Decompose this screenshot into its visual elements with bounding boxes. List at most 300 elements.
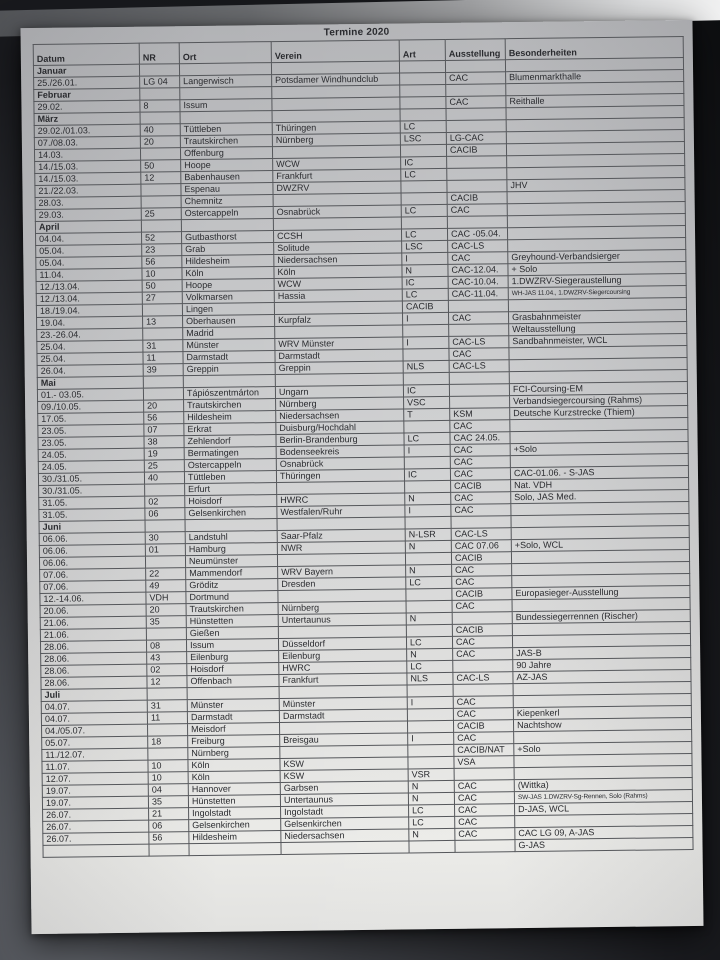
cell-ort: Köln bbox=[188, 759, 280, 772]
cell-nr: 10 bbox=[148, 760, 188, 772]
cell-ort: Madrid bbox=[183, 327, 275, 340]
cell-ort: Erkrat bbox=[184, 423, 276, 436]
cell-ausstellung bbox=[452, 612, 512, 625]
cell-ort: Issum bbox=[186, 639, 278, 652]
cell-verein: Garbsen bbox=[280, 781, 408, 795]
cell-verein: Köln bbox=[274, 265, 402, 279]
cell-ausstellung: CAC bbox=[454, 732, 514, 745]
cell-art: N bbox=[406, 612, 452, 625]
cell-ausstellung: CACIB bbox=[453, 720, 513, 733]
cell-nr bbox=[145, 484, 185, 496]
column-header-verein: Verein bbox=[271, 40, 399, 63]
cell-verein: Solitude bbox=[274, 241, 402, 255]
cell-art bbox=[408, 744, 454, 757]
cell-verein: Bodenseekreis bbox=[276, 445, 404, 459]
cell-ort: Darmstadt bbox=[183, 351, 275, 364]
cell-nr: 19 bbox=[144, 448, 184, 460]
cell-art: N-LSR bbox=[405, 528, 451, 541]
cell-besonderheiten: AZ-JAS bbox=[513, 669, 691, 683]
cell-nr: 13 bbox=[143, 316, 183, 328]
cell-nr bbox=[143, 388, 183, 400]
cell-datum: 28.06. bbox=[40, 640, 146, 653]
cell-ausstellung: CAC bbox=[446, 96, 506, 109]
cell-verein: Berlin-Brandenburg bbox=[276, 433, 404, 447]
cell-datum bbox=[43, 844, 149, 857]
cell-ort: Gelsenkirchen bbox=[185, 507, 277, 520]
cell-empty bbox=[139, 64, 179, 76]
cell-ausstellung: CACIB bbox=[447, 192, 507, 205]
cell-nr bbox=[145, 556, 185, 568]
cell-ort: Neumünster bbox=[185, 555, 277, 568]
cell-datum: 31.05. bbox=[39, 508, 145, 521]
cell-ort: Tápiószentmárton bbox=[183, 387, 275, 400]
cell-ort: Offenburg bbox=[180, 147, 272, 160]
cell-ausstellung: CAC bbox=[453, 708, 513, 721]
cell-ort: Ostercappeln bbox=[181, 207, 273, 220]
cell-ausstellung: CAC-LS bbox=[449, 360, 509, 373]
cell-ort: Bermatingen bbox=[184, 447, 276, 460]
cell-ort: Offenbach bbox=[187, 675, 279, 688]
document-sheet bbox=[20, 20, 702, 858]
cell-nr: 49 bbox=[146, 580, 186, 592]
cell-ort: Ostercappeln bbox=[184, 459, 276, 472]
cell-art: NLS bbox=[407, 672, 453, 685]
cell-empty bbox=[141, 220, 181, 232]
cell-besonderheiten: JHV bbox=[507, 178, 685, 192]
cell-datum: 23.-26.04. bbox=[37, 328, 143, 341]
cell-art: LC bbox=[401, 168, 447, 181]
cell-nr: 25 bbox=[141, 208, 181, 220]
cell-nr: 27 bbox=[142, 292, 182, 304]
cell-ort: Espenau bbox=[181, 183, 273, 196]
cell-nr: 20 bbox=[146, 604, 186, 616]
cell-art bbox=[400, 72, 446, 85]
cell-datum: 19.07. bbox=[42, 784, 148, 797]
cell-ort: Babenhausen bbox=[181, 171, 273, 184]
cell-ausstellung: CACIB bbox=[452, 588, 512, 601]
cell-ort: Hoope bbox=[182, 279, 274, 292]
cell-art: LC bbox=[404, 432, 450, 445]
cell-ort: Hildesheim bbox=[189, 831, 281, 844]
cell-verein: Osnabrück bbox=[273, 205, 401, 219]
cell-datum: 14./15.03. bbox=[35, 160, 141, 173]
cell-art: LC bbox=[401, 204, 447, 217]
cell-ausstellung: LG-CAC bbox=[446, 132, 506, 145]
cell-nr: 02 bbox=[145, 496, 185, 508]
termine-table bbox=[33, 36, 694, 858]
cell-datum: 21.06. bbox=[40, 628, 146, 641]
cell-art bbox=[401, 180, 447, 193]
cell-ort: Tüttleben bbox=[180, 123, 272, 136]
column-header-nr: NR bbox=[139, 43, 179, 64]
cell-ort: Hildesheim bbox=[182, 255, 274, 268]
cell-art: I bbox=[402, 252, 448, 265]
cell-nr: 56 bbox=[149, 832, 189, 844]
cell-datum: 25.04. bbox=[37, 352, 143, 365]
cell-ort: Zehlendorf bbox=[184, 435, 276, 448]
cell-datum: 12./13.04. bbox=[36, 280, 142, 293]
cell-datum: 29.02. bbox=[34, 100, 140, 113]
cell-verein: Nürnberg bbox=[278, 601, 406, 615]
cell-ausstellung: CAC 24.05. bbox=[450, 432, 510, 445]
cell-verein: WCW bbox=[273, 157, 401, 171]
cell-ort: Münster bbox=[183, 339, 275, 352]
cell-besonderheiten: D-JAS, WCL bbox=[515, 801, 693, 815]
cell-ort: Gröditz bbox=[186, 579, 278, 592]
cell-verein: Thüringen bbox=[272, 121, 400, 135]
cell-empty bbox=[449, 372, 509, 385]
table-body bbox=[33, 58, 693, 858]
cell-nr: 20 bbox=[144, 400, 184, 412]
cell-ort: Landstuhl bbox=[185, 531, 277, 544]
cell-nr bbox=[142, 304, 182, 316]
cell-nr: 06 bbox=[145, 508, 185, 520]
cell-verein: Niedersachsen bbox=[276, 409, 404, 423]
cell-art: LC bbox=[406, 576, 452, 589]
cell-empty bbox=[145, 520, 185, 532]
cell-nr: 56 bbox=[142, 256, 182, 268]
cell-besonderheiten: Blumenmarkthalle bbox=[506, 70, 684, 84]
cell-verein: Saar-Pfalz bbox=[277, 529, 405, 543]
cell-besonderheiten: Nat. VDH bbox=[511, 478, 689, 492]
cell-art bbox=[400, 144, 446, 157]
cell-art bbox=[409, 840, 455, 853]
month-label: Juni bbox=[39, 520, 145, 533]
cell-ort: Langerwisch bbox=[180, 75, 272, 88]
month-label: Februar bbox=[34, 88, 140, 101]
cell-ausstellung: CAC bbox=[446, 72, 506, 85]
cell-ausstellung bbox=[449, 384, 509, 397]
cell-nr: 10 bbox=[148, 772, 188, 784]
cell-verein: Breisgau bbox=[280, 733, 408, 747]
cell-datum: 25./26.01. bbox=[34, 76, 140, 89]
paper-sheet bbox=[20, 20, 703, 934]
cell-art bbox=[408, 756, 454, 769]
cell-ort: Nürnberg bbox=[188, 747, 280, 760]
cell-besonderheiten: Nachtshow bbox=[513, 717, 691, 731]
cell-nr bbox=[141, 184, 181, 196]
cell-ort: Lingen bbox=[182, 303, 274, 316]
cell-datum: 28.06. bbox=[41, 676, 147, 689]
cell-datum: 26.07. bbox=[43, 808, 149, 821]
cell-besonderheiten: Weltausstellung bbox=[509, 322, 687, 336]
cell-ausstellung: CAC bbox=[450, 456, 510, 469]
cell-datum: 18./19.04. bbox=[36, 304, 142, 317]
cell-nr bbox=[148, 748, 188, 760]
cell-ausstellung: CAC-LS bbox=[449, 336, 509, 349]
cell-datum: 05.07. bbox=[42, 736, 148, 749]
cell-art: LC bbox=[400, 120, 446, 133]
cell-ausstellung: CAC bbox=[452, 636, 512, 649]
cell-verein: Frankfurt bbox=[273, 169, 401, 183]
cell-datum: 04.07. bbox=[41, 700, 147, 713]
cell-ausstellung bbox=[446, 120, 506, 133]
cell-ausstellung: CAC bbox=[452, 564, 512, 577]
cell-datum: 05.04. bbox=[36, 244, 142, 257]
cell-empty bbox=[403, 372, 449, 385]
cell-nr: 10 bbox=[142, 268, 182, 280]
cell-empty bbox=[180, 111, 272, 124]
cell-ausstellung: CACIB/NAT bbox=[454, 744, 514, 757]
cell-verein: Niedersachsen bbox=[274, 253, 402, 267]
cell-art: I bbox=[405, 504, 451, 517]
cell-besonderheiten: Verbandsiegercoursing (Rahms) bbox=[510, 394, 688, 408]
cell-empty bbox=[180, 87, 272, 100]
cell-nr: 39 bbox=[143, 364, 183, 376]
cell-ausstellung: CAC bbox=[452, 576, 512, 589]
column-header-datum: Datum bbox=[33, 43, 139, 65]
cell-besonderheiten: Grasbahnmeister bbox=[508, 310, 686, 324]
cell-besonderheiten: +Solo, WCL bbox=[511, 538, 689, 552]
cell-art: IC bbox=[402, 276, 448, 289]
cell-ort: Münster bbox=[187, 699, 279, 712]
cell-ausstellung: CACIB bbox=[446, 144, 506, 157]
cell-ort: Tüttleben bbox=[184, 471, 276, 484]
cell-verein: Thüringen bbox=[276, 469, 404, 483]
cell-empty bbox=[447, 216, 507, 229]
cell-verein: Münster bbox=[279, 697, 407, 711]
cell-besonderheiten: CAC-01.06. - S-JAS bbox=[510, 466, 688, 480]
cell-ausstellung: CACIB bbox=[451, 480, 511, 493]
cell-nr: 30 bbox=[145, 532, 185, 544]
cell-nr: 25 bbox=[144, 460, 184, 472]
cell-besonderheiten: 1.DWZRV-Siegeraustellung bbox=[508, 274, 686, 288]
cell-empty bbox=[179, 63, 271, 76]
cell-ort: Trautskirchen bbox=[180, 135, 272, 148]
cell-art: N bbox=[408, 780, 454, 793]
cell-nr: 31 bbox=[143, 340, 183, 352]
cell-ausstellung: KSM bbox=[450, 408, 510, 421]
cell-art bbox=[404, 420, 450, 433]
cell-datum: 04.07. bbox=[41, 712, 147, 725]
cell-ort: Hünstetten bbox=[186, 615, 278, 628]
cell-ort: Gießen bbox=[186, 627, 278, 640]
cell-art bbox=[403, 324, 449, 337]
cell-datum: 28.06. bbox=[41, 652, 147, 665]
cell-verein: HWRC bbox=[277, 493, 405, 507]
cell-ausstellung bbox=[447, 180, 507, 193]
cell-art: LC bbox=[409, 816, 455, 829]
cell-ausstellung: CAC bbox=[455, 816, 515, 829]
cell-art bbox=[406, 600, 452, 613]
cell-datum: 11.04. bbox=[36, 268, 142, 281]
cell-nr bbox=[140, 148, 180, 160]
cell-nr: 43 bbox=[147, 652, 187, 664]
cell-art: LSC bbox=[402, 240, 448, 253]
cell-ausstellung: CAC bbox=[448, 252, 508, 265]
cell-art bbox=[400, 96, 446, 109]
cell-datum: 23.05. bbox=[38, 424, 144, 437]
cell-ort: Mammendorf bbox=[186, 567, 278, 580]
cell-nr bbox=[149, 844, 189, 856]
cell-verein: Duisburg/Hochdahl bbox=[276, 421, 404, 435]
cell-datum: 30./31.05. bbox=[39, 484, 145, 497]
cell-nr bbox=[148, 724, 188, 736]
cell-datum: 06.06. bbox=[39, 556, 145, 569]
cell-art: I bbox=[407, 696, 453, 709]
cell-besonderheiten: Reithalle bbox=[506, 94, 684, 108]
cell-empty bbox=[399, 60, 445, 73]
cell-ausstellung: CAC bbox=[450, 444, 510, 457]
cell-art: LC bbox=[406, 636, 452, 649]
cell-besonderheiten: + Solo bbox=[508, 262, 686, 276]
cell-ausstellung: CACIB bbox=[452, 624, 512, 637]
cell-ort: Volkmarsen bbox=[182, 291, 274, 304]
cell-empty bbox=[140, 88, 180, 100]
cell-ort: Chemnitz bbox=[181, 195, 273, 208]
cell-nr: 23 bbox=[142, 244, 182, 256]
column-header-art: Art bbox=[399, 39, 445, 61]
cell-empty bbox=[140, 112, 180, 124]
cell-datum: 21.06. bbox=[40, 616, 146, 629]
cell-besonderheiten: FCI-Coursing-EM bbox=[509, 382, 687, 396]
cell-datum: 20.06. bbox=[40, 604, 146, 617]
cell-verein: Osnabrück bbox=[276, 457, 404, 471]
cell-besonderheiten: 90 Jahre bbox=[513, 657, 691, 671]
cell-datum: 12./13.04. bbox=[36, 292, 142, 305]
cell-besonderheiten: Sandbahnmeister, WCL bbox=[509, 334, 687, 348]
cell-datum: 24.05. bbox=[38, 460, 144, 473]
cell-ausstellung bbox=[450, 396, 510, 409]
cell-datum: 26.04. bbox=[37, 364, 143, 377]
cell-ort: Oberhausen bbox=[183, 315, 275, 328]
cell-verein: WRV Bayern bbox=[278, 565, 406, 579]
cell-ort: Eilenburg bbox=[187, 651, 279, 664]
cell-ausstellung: CAC bbox=[451, 504, 511, 517]
cell-nr: 40 bbox=[144, 472, 184, 484]
month-label: Juli bbox=[41, 688, 147, 701]
cell-art: IC bbox=[401, 156, 447, 169]
cell-verein: Untertaunus bbox=[280, 793, 408, 807]
column-header-ort: Ort bbox=[179, 42, 271, 64]
cell-verein: CCSH bbox=[273, 229, 401, 243]
cell-besonderheiten: +Solo bbox=[510, 442, 688, 456]
cell-besonderheiten: +Solo bbox=[514, 741, 692, 755]
cell-ort: Hannover bbox=[188, 783, 280, 796]
cell-nr: 50 bbox=[141, 160, 181, 172]
cell-nr: 12 bbox=[147, 676, 187, 688]
month-label: Mai bbox=[37, 376, 143, 389]
page-title: Termine 2020 bbox=[323, 26, 390, 39]
cell-nr: 8 bbox=[140, 100, 180, 112]
cell-besonderheiten: WH-JAS 11.04., 1.DWZRV-Siegercoursing bbox=[508, 286, 686, 300]
month-label: März bbox=[34, 112, 140, 125]
cell-ort: Greppin bbox=[183, 363, 275, 376]
cell-datum: 17.05. bbox=[38, 412, 144, 425]
cell-besonderheiten: Deutsche Kurzstrecke (Thiem) bbox=[510, 406, 688, 420]
cell-datum: 14./15.03. bbox=[35, 172, 141, 185]
cell-art bbox=[404, 456, 450, 469]
cell-datum: 12.07. bbox=[42, 772, 148, 785]
cell-art bbox=[403, 348, 449, 361]
cell-ort: Erfurt bbox=[185, 483, 277, 496]
cell-verein: Westfalen/Ruhr bbox=[277, 505, 405, 519]
cell-ort: Köln bbox=[188, 771, 280, 784]
cell-datum: 24.05. bbox=[38, 448, 144, 461]
cell-ausstellung: CAC bbox=[450, 420, 510, 433]
cell-verein: KSW bbox=[280, 769, 408, 783]
cell-ort bbox=[189, 843, 281, 856]
cell-art: IC bbox=[404, 468, 450, 481]
cell-besonderheiten: Greyhound-Verbandsierger bbox=[508, 250, 686, 264]
cell-ort: Grab bbox=[182, 243, 274, 256]
cell-ausstellung: CAC bbox=[449, 348, 509, 361]
cell-art: N bbox=[406, 564, 452, 577]
cell-ausstellung: CAC-12.04. bbox=[448, 264, 508, 277]
cell-verein: Darmstadt bbox=[279, 709, 407, 723]
cell-empty bbox=[446, 108, 506, 121]
cell-datum: 05.04. bbox=[36, 256, 142, 269]
cell-nr: 35 bbox=[146, 616, 186, 628]
cell-empty bbox=[405, 516, 451, 529]
cell-datum: 11.07. bbox=[42, 760, 148, 773]
column-header-besonderheiten: Besonderheiten bbox=[505, 37, 683, 60]
cell-nr: VDH bbox=[146, 592, 186, 604]
cell-verein: NWR bbox=[277, 541, 405, 555]
cell-datum: 26.07. bbox=[43, 832, 149, 845]
cell-nr: 11 bbox=[143, 352, 183, 364]
cell-empty bbox=[453, 684, 513, 697]
cell-art: N bbox=[407, 648, 453, 661]
cell-ausstellung: VSA bbox=[454, 756, 514, 769]
cell-art: LSC bbox=[400, 132, 446, 145]
cell-ausstellung: CACIB bbox=[451, 552, 511, 565]
cell-ort: Dortmund bbox=[186, 591, 278, 604]
cell-ausstellung bbox=[453, 660, 513, 673]
cell-art: I bbox=[404, 444, 450, 457]
cell-ort: Meisdorf bbox=[188, 723, 280, 736]
cell-nr: 52 bbox=[141, 232, 181, 244]
cell-besonderheiten: Europasieger-Ausstellung bbox=[512, 586, 690, 600]
cell-verein: DWZRV bbox=[273, 181, 401, 195]
cell-empty bbox=[185, 519, 277, 532]
cell-datum: 21./22.03. bbox=[35, 184, 141, 197]
cell-empty bbox=[401, 216, 447, 229]
cell-art: N bbox=[405, 492, 451, 505]
cell-ausstellung: CAC bbox=[452, 600, 512, 613]
cell-nr: 31 bbox=[147, 700, 187, 712]
cell-art: LC bbox=[401, 228, 447, 241]
cell-datum: 06.06. bbox=[39, 532, 145, 545]
cell-besonderheiten: Bundessiegerrennen (Rischer) bbox=[512, 610, 690, 624]
cell-besonderheiten: JAS-B bbox=[513, 645, 691, 659]
cell-ausstellung: CAC-10.04. bbox=[448, 276, 508, 289]
cell-empty bbox=[400, 84, 446, 97]
cell-datum: 19.04. bbox=[37, 316, 143, 329]
cell-verein: Düsseldorf bbox=[278, 637, 406, 651]
cell-verein: Ungarn bbox=[275, 385, 403, 399]
cell-ausstellung: CAC 07.06 bbox=[451, 540, 511, 553]
cell-art bbox=[407, 720, 453, 733]
cell-verein: Dresden bbox=[278, 577, 406, 591]
cell-nr: 11 bbox=[147, 712, 187, 724]
cell-nr: 04 bbox=[148, 784, 188, 796]
cell-nr: 01 bbox=[145, 544, 185, 556]
cell-ausstellung: CAC bbox=[451, 492, 511, 505]
cell-verein: Hassia bbox=[274, 289, 402, 303]
cell-art bbox=[406, 588, 452, 601]
cell-besonderheiten: SW-JAS 1.DWZRV-Sg-Rennen, Solo (Rahms) bbox=[514, 789, 692, 803]
cell-ort: Issum bbox=[180, 99, 272, 112]
cell-empty bbox=[445, 60, 505, 73]
cell-nr: 50 bbox=[142, 280, 182, 292]
cell-art bbox=[405, 552, 451, 565]
cell-art: LC bbox=[407, 660, 453, 673]
cell-art bbox=[401, 192, 447, 205]
cell-ort: Darmstadt bbox=[187, 711, 279, 724]
cell-art bbox=[406, 624, 452, 637]
cell-art: I bbox=[408, 732, 454, 745]
